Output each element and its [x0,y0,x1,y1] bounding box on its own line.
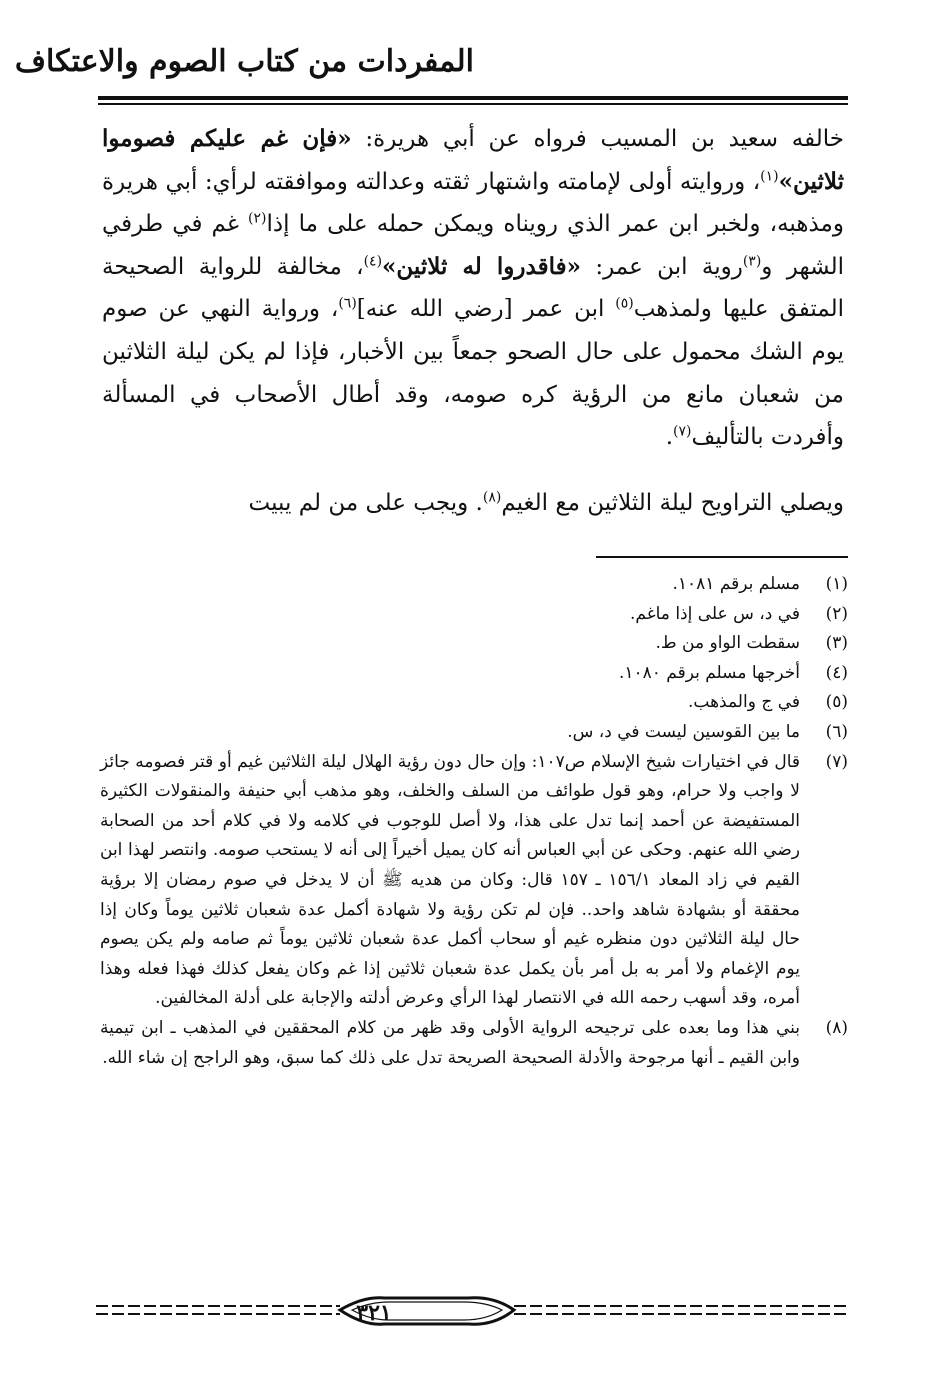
footnote-number: (٣) [825,633,848,654]
footnote-text: قال في اختيارات شيخ الإسلام ص١٠٧: وإن حال دون رؤية الهلال ليلة الثلاثين غيم أو قتر فصومه جائز لا واجب ولا حرام، وهو قول طوائف من السلف والخلف، وهو مذهب أبي حنيفة والمنقولات الكثيرة المستفيضة عن أحمد إنما تدل على هذا، ولا أصل للوجوب في كلامه ولا في كلام أحد من الصحابة رضي الله عنهم. وحكى عن أبي العباس أنه كان يميل أخيراً إلى أنه لا يستحب صومه. وانتصر لهذا ابن القيم في زاد المعاد ١٥٦/١ ـ ١٥٧ قال: وكان من هديه ﷺ أن لا يدخل في صوم رمضان إلا برؤية محققة أو بشهادة شاهد واحد.. فإن لم تكن رؤية ولا شهادة أكمل عدة شعبان ثلاثين يوماً وكان إذا حال ليلة الثلاثين دون منظره غيم أو سحاب أكمل عدة شعبان ثلاثين يوماً ثم صامه ولم يكن يصوم يوم الإغمام ولا أمر به بل أمر بأن يكمل عدة شعبان ثلاثين إذا غم وكان يفعل كذلك فهذا فعله وهذا أمره، وقد أسهب رحمه الله في الانتصار لهذا الرأي وعرض أدلته والإجابة على أدلة المخالفين. [100,751,800,1009]
text-segment: . ويجب على من لم يبيت [248,490,483,516]
footnote-item [100,570,848,600]
footnote-ref[interactable]: (١) [760,167,779,184]
second-paragraph [102,482,844,524]
page-footer-ornament [94,1294,848,1334]
text-segment: ، ورواية النهي عن صوم يوم الشك محمول على حال الصحو جمعاً بين الأخبار، فإذا لم يكن ليلة الثلاثين من شعبان مانع من الرؤية كره صومه، وقد أطال الأصحاب في المسألة وأفردت بالتأليف [102,296,844,451]
hadith-quote: «فإن غم عليكم فصوموا ثلاثين» [102,125,844,195]
footnote-number: (١) [825,574,848,594]
text-segment: . [665,424,674,451]
hadith-quote: «فاقدروا له ثلاثين» [382,252,581,280]
running-header-title: المفردات من كتاب الصوم والاعتكاف [14,44,474,79]
footnote-item [100,659,848,689]
footnote-ref[interactable]: (٥) [615,295,634,312]
footnote-item [100,600,848,630]
footnote-text: مسلم برقم ١٠٨١. [672,574,800,594]
page-number: ٣٢١ [356,1300,392,1326]
footnote-text: في د، س على إذا ماغم. [630,603,800,624]
footnote-text: بني هذا وما بعده على ترجيحه الرواية الأولى وقد ظهر من كلام المحققين في المذهب ـ ابن تيمية وابن القيم ـ أنها مرجوحة والأدلة الصحيحة الصريحة تدل على ذلك كما سبق، وهو الراجح إن شاء الله. [100,1017,800,1068]
footnote-number: (٤) [825,662,848,683]
text-segment: ، وروايته أولى لإمامته واشتهار ثقته وعدالته وموافقته لرأي: أبي هريرة ومذهبه، ولخبر ابن عمر الذي رويناه ويمكن حمله على ما إذا [102,168,844,238]
footer-ornament-lines [94,1294,848,1334]
footnote-item [100,629,848,659]
footnote-ref[interactable]: (٢) [248,210,267,227]
footnote-item [100,718,848,748]
footnote-ref[interactable]: (٤) [363,253,383,270]
text-segment: ويصلي التراويح ليلة الثلاثين مع الغيم [501,490,844,516]
footnote-ref[interactable]: (٣) [742,253,762,270]
footnote-ref[interactable]: (٨) [482,489,502,506]
header-rule-thin [98,103,848,105]
footnote-separator [596,556,848,558]
footnote-text: في ج والمذهب. [687,692,800,713]
footnote-number: (٦) [825,721,848,742]
text-segment: غم في طرفي الشهر و [102,211,844,280]
text-segment: ، مخالفة للرواية الصحيحة المتفق عليها ولمذهب [102,253,844,323]
footnote-number: (٢) [825,603,848,624]
text-segment: ابن عمر [رضي الله عنه] [356,296,616,323]
footnotes-list [100,570,848,1073]
footnote-number: (٨) [825,1017,848,1038]
text-segment: روية ابن عمر: [580,253,743,280]
footnote-ref[interactable]: (٦) [338,295,357,312]
footnote-item [100,748,848,1014]
header-rule-thick [98,96,848,100]
text-segment: خالفه سعيد بن المسيب فرواه عن أبي هريرة: [351,126,844,152]
footnote-number: (٧) [825,751,848,772]
footnote-text: سقطت الواو من ط. [655,633,800,654]
footnote-item [100,688,848,718]
footnote-item [100,1014,848,1073]
main-paragraph [102,118,844,459]
footnote-text: ما بين القوسين ليست في د، س. [567,721,800,742]
footnote-text: أخرجها مسلم برقم ١٠٨٠. [618,662,800,683]
footnote-number: (٥) [825,692,848,713]
footnote-ref[interactable]: (٧) [673,423,692,440]
